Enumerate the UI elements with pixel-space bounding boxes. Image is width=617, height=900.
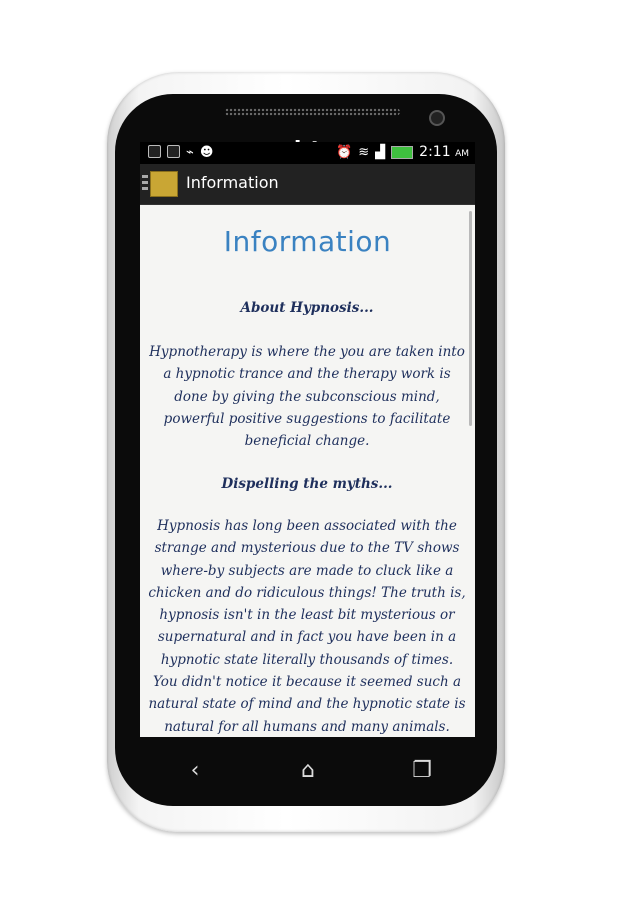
- home-icon[interactable]: ⌂: [301, 758, 315, 783]
- section-body-myths: Hypnosis has long been associated with the strange and mysterious due to the TV shows where-by subjects are made to cluck like a chicken and do ridiculous things! The truth is, hypnosis isn't in the least bit mysterious or supernatural and in fact you have been in a hypnotic state literally thousands of times. You didn't notice it because it seemed such a natural state of mind and the hypnotic state is natural for all humans and many animals.: [148, 518, 466, 735]
- content-area[interactable]: [140, 205, 475, 737]
- section-title-myths: Dispelling the myths...: [221, 476, 393, 492]
- wifi-icon: ≋: [358, 144, 370, 160]
- navigation-bar: [140, 736, 475, 806]
- action-bar: [140, 164, 475, 205]
- image-icon: [167, 145, 180, 158]
- status-time: 2:11 AM: [419, 144, 469, 160]
- sd-card-icon: [148, 145, 161, 158]
- screen: [140, 142, 475, 737]
- speaker-grille: [225, 108, 400, 116]
- front-camera: [429, 110, 445, 126]
- back-icon[interactable]: ‹: [190, 758, 200, 783]
- recent-apps-icon[interactable]: ❐: [412, 758, 432, 783]
- app-icon[interactable]: [142, 170, 180, 198]
- section-title-about: About Hypnosis...: [240, 300, 374, 316]
- battery-icon: [391, 146, 413, 159]
- usb-icon: ⌁: [186, 145, 194, 160]
- app-logo-icon: [150, 171, 178, 197]
- status-bar: [140, 142, 475, 164]
- signal-icon: ▟: [375, 144, 386, 160]
- alarm-icon: ⏰: [336, 144, 353, 160]
- page-title: Information: [223, 225, 392, 258]
- section-body-about: Hypnotherapy is where the you are taken into a hypnotic trance and the therapy work is done by giving the subconscious mind, powerful positive suggestions to facilitate beneficial change.: [149, 344, 465, 450]
- action-bar-title: Information: [186, 173, 279, 192]
- android-icon: ☻: [199, 145, 214, 160]
- drawer-indicator-icon: [142, 175, 148, 193]
